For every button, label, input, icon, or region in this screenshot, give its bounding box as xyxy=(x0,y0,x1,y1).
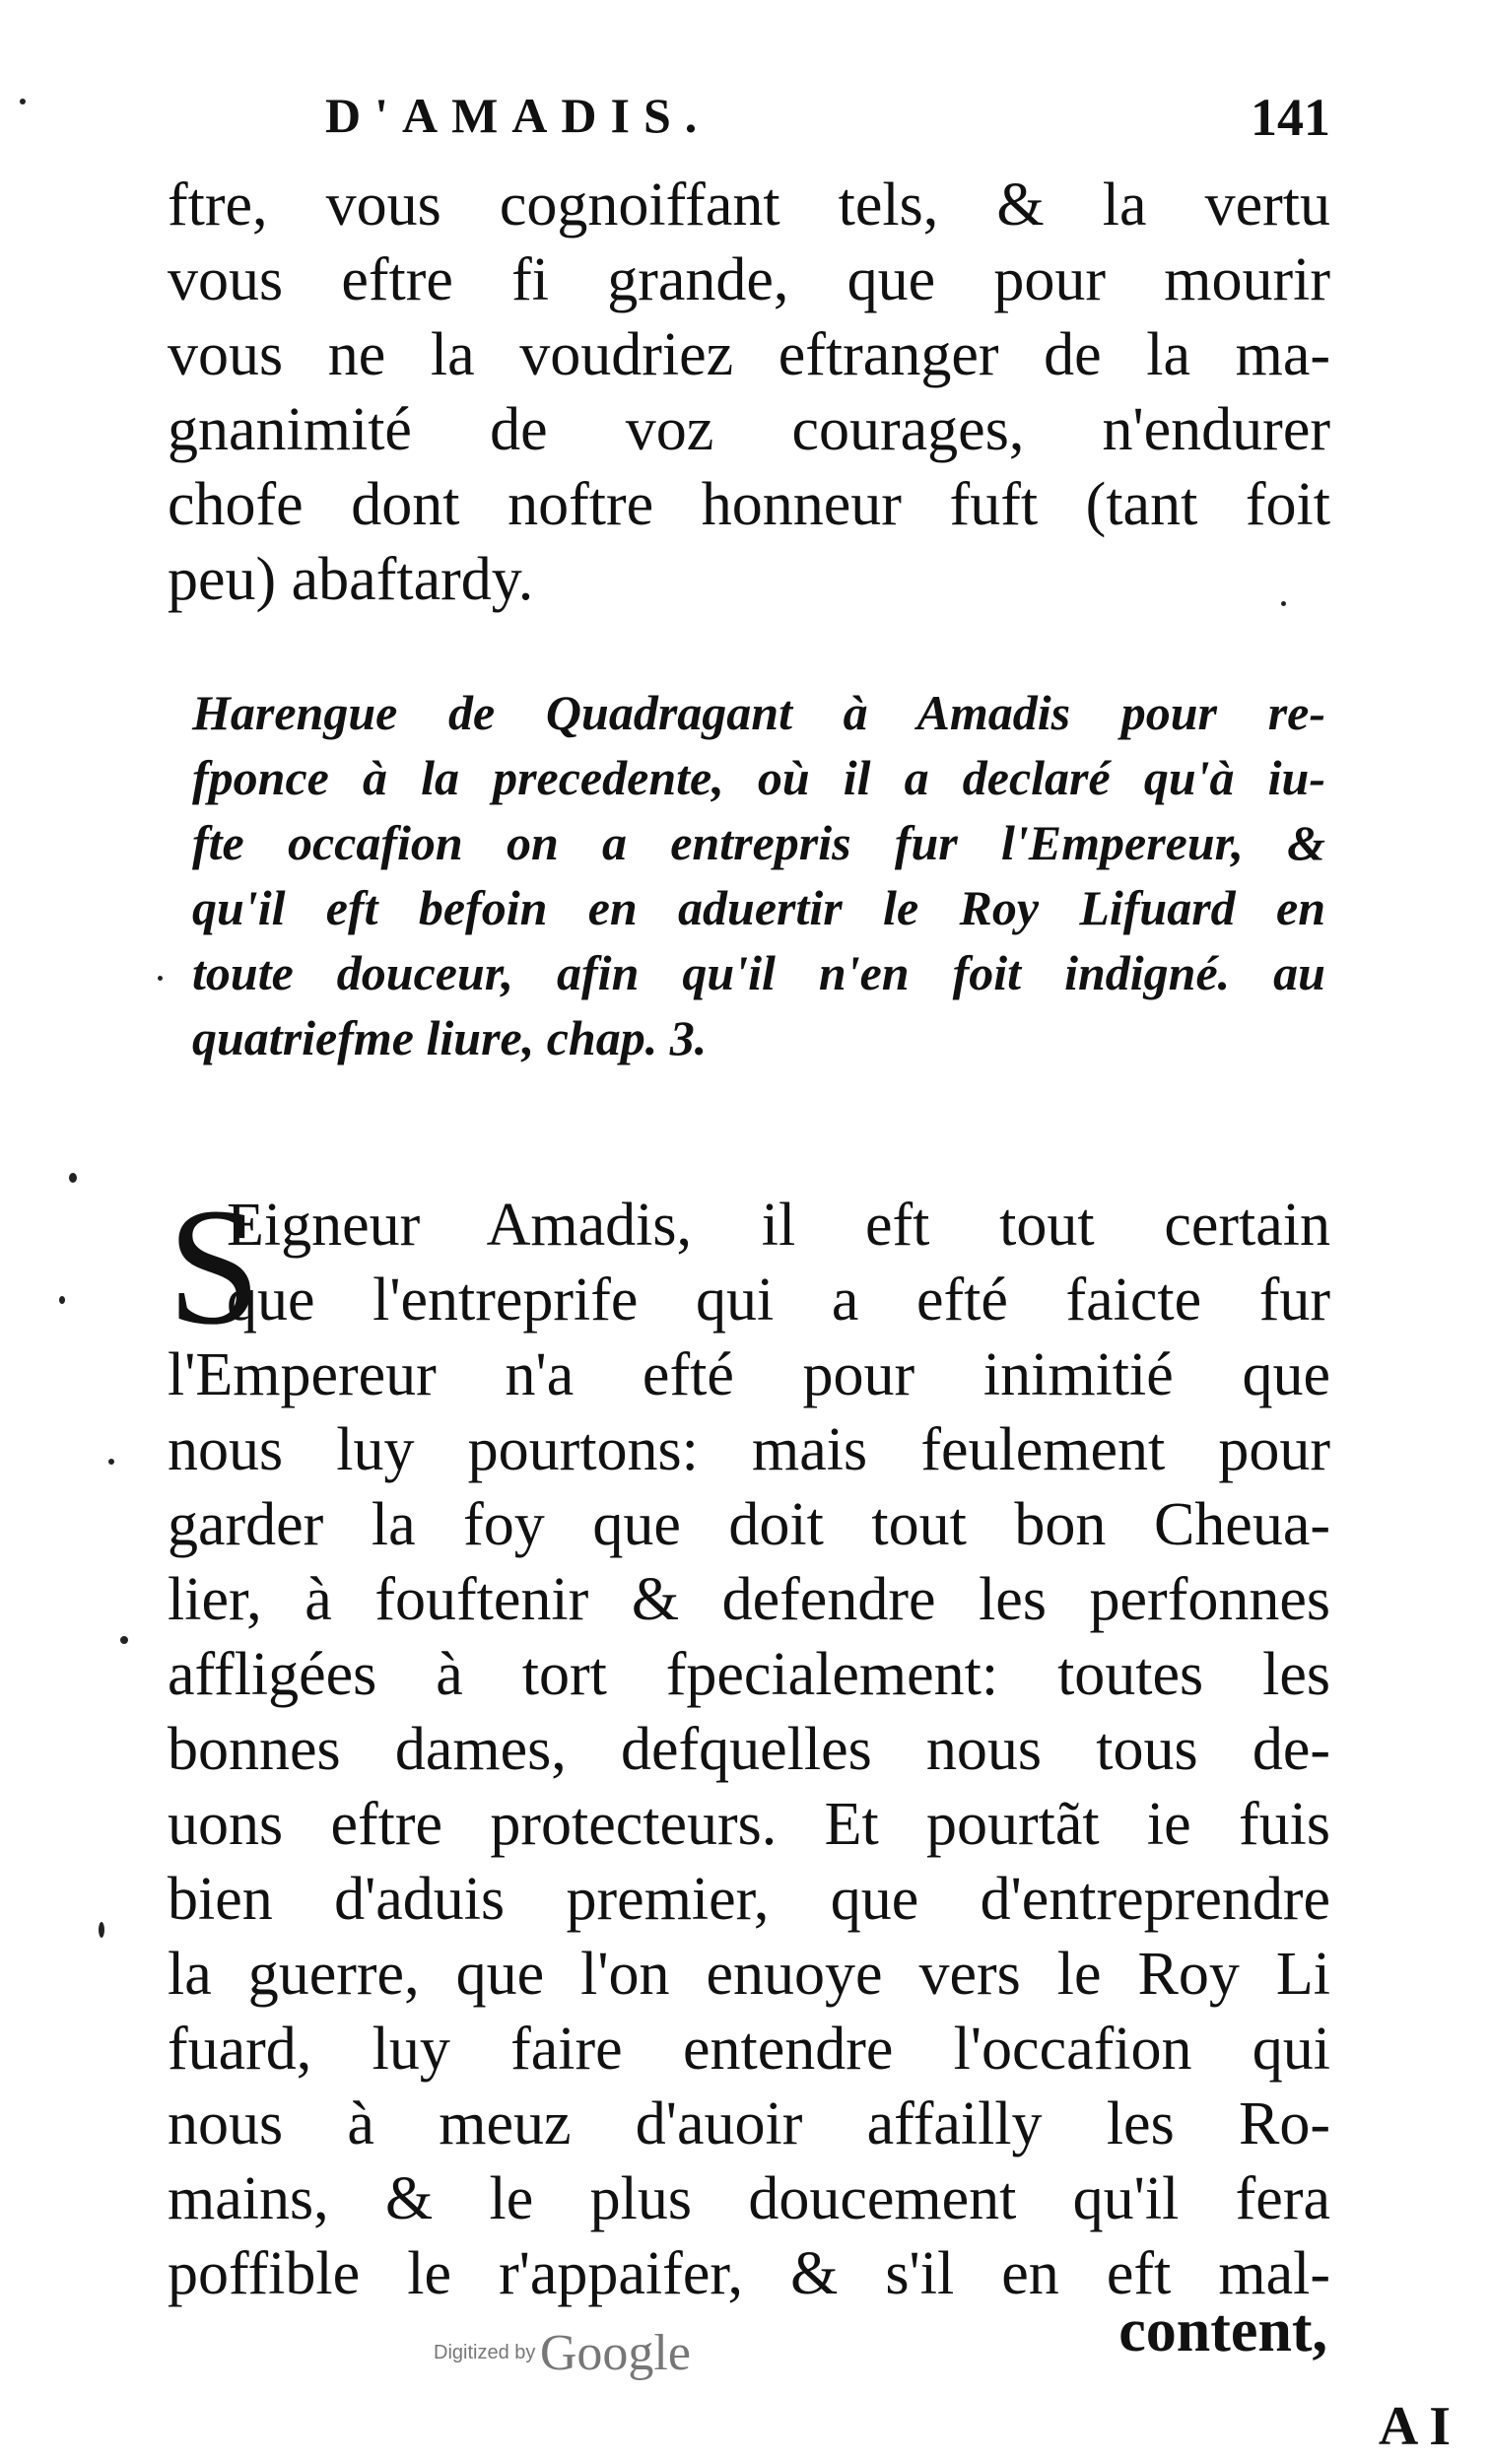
text-line: affligées à tort fpecialement: toutes les xyxy=(168,1641,1330,1708)
heading-line: Harengue de Quadragant à Amadis pour re- xyxy=(192,685,1325,740)
print-speck xyxy=(108,1459,114,1465)
paragraph-top xyxy=(168,168,1330,617)
print-speck xyxy=(99,1922,104,1938)
page-number: 141 xyxy=(1251,88,1330,147)
print-speck xyxy=(20,99,26,104)
text-line: peu) abaftardy. xyxy=(168,546,534,613)
catchword: content, xyxy=(1118,2297,1327,2364)
text-line: lier, à fouftenir & defendre les perfonnes xyxy=(168,1566,1330,1633)
text-line: mains, & le plus doucement qu'il fera xyxy=(168,2165,1330,2232)
heading-line: toute douceur, afin qu'il n'en foit indigné. au xyxy=(192,945,1325,1000)
text-line: garder la foy que doit tout bon Cheua- xyxy=(168,1491,1330,1558)
heading-line: fte occafion on a entrepris fur l'Empereur, & xyxy=(192,815,1325,870)
text-line: vous eftre fi grande, que pour mourir xyxy=(168,246,1330,313)
print-speck xyxy=(158,976,163,981)
print-speck xyxy=(120,1636,128,1644)
page-header xyxy=(325,87,1330,156)
heading-line: fponce à la precedente, où il a declaré qu'à iu- xyxy=(192,750,1325,805)
text-line: poffible le r'appaifer, & s'il en eft mal- xyxy=(168,2240,1330,2307)
text-line: ftre, vous cognoiffant tels, & la vertu xyxy=(168,171,1330,239)
text-line: bonnes dames, defquelles nous tous de- xyxy=(168,1716,1330,1783)
drop-cap: S xyxy=(168,1174,261,1359)
print-speck xyxy=(59,1296,65,1304)
google-logo: Google xyxy=(539,2325,691,2381)
text-line: fuard, luy faire entendre l'occafion qui xyxy=(168,2016,1330,2083)
heading-line: quatriefme liure, chap. 3. xyxy=(192,1010,708,1065)
text-line: vous ne la voudriez eftranger de la ma- xyxy=(168,321,1330,388)
text-line: uons eftre protecteurs. Et pourtãt ie fuis xyxy=(168,1791,1330,1858)
text-line: la guerre, que l'on enuoye vers le Roy Li xyxy=(168,1941,1330,2008)
text-line: nous à meuz d'auoir affailly les Ro- xyxy=(168,2090,1330,2157)
text-line: nous luy pourtons: mais feulement pour xyxy=(168,1416,1330,1483)
paragraph-main xyxy=(168,1174,1330,2311)
text-line: gnanimité de voz courages, n'endurer xyxy=(168,396,1330,463)
text-line: Eigneur Amadis, il eft tout certain xyxy=(227,1192,1330,1259)
section-heading xyxy=(192,680,1325,1070)
text-line: que l'entreprife qui a efté faicte fur xyxy=(227,1266,1330,1334)
digitization-watermark xyxy=(434,2324,691,2382)
text-line: l'Empereur n'a efté pour inimitié que xyxy=(168,1341,1330,1408)
print-speck xyxy=(69,1173,77,1183)
text-line: chofe dont noftre honneur fuft (tant foit xyxy=(168,471,1330,538)
watermark-prefix: Digitized by xyxy=(434,2342,536,2363)
text-line: bien d'aduis premier, que d'entreprendre xyxy=(168,1866,1330,1933)
heading-line: qu'il eft befoin en aduertir le Roy Lifuard en xyxy=(192,880,1325,935)
running-title: D'AMADIS. xyxy=(325,88,711,143)
signature-mark: A I xyxy=(1378,2396,1451,2457)
